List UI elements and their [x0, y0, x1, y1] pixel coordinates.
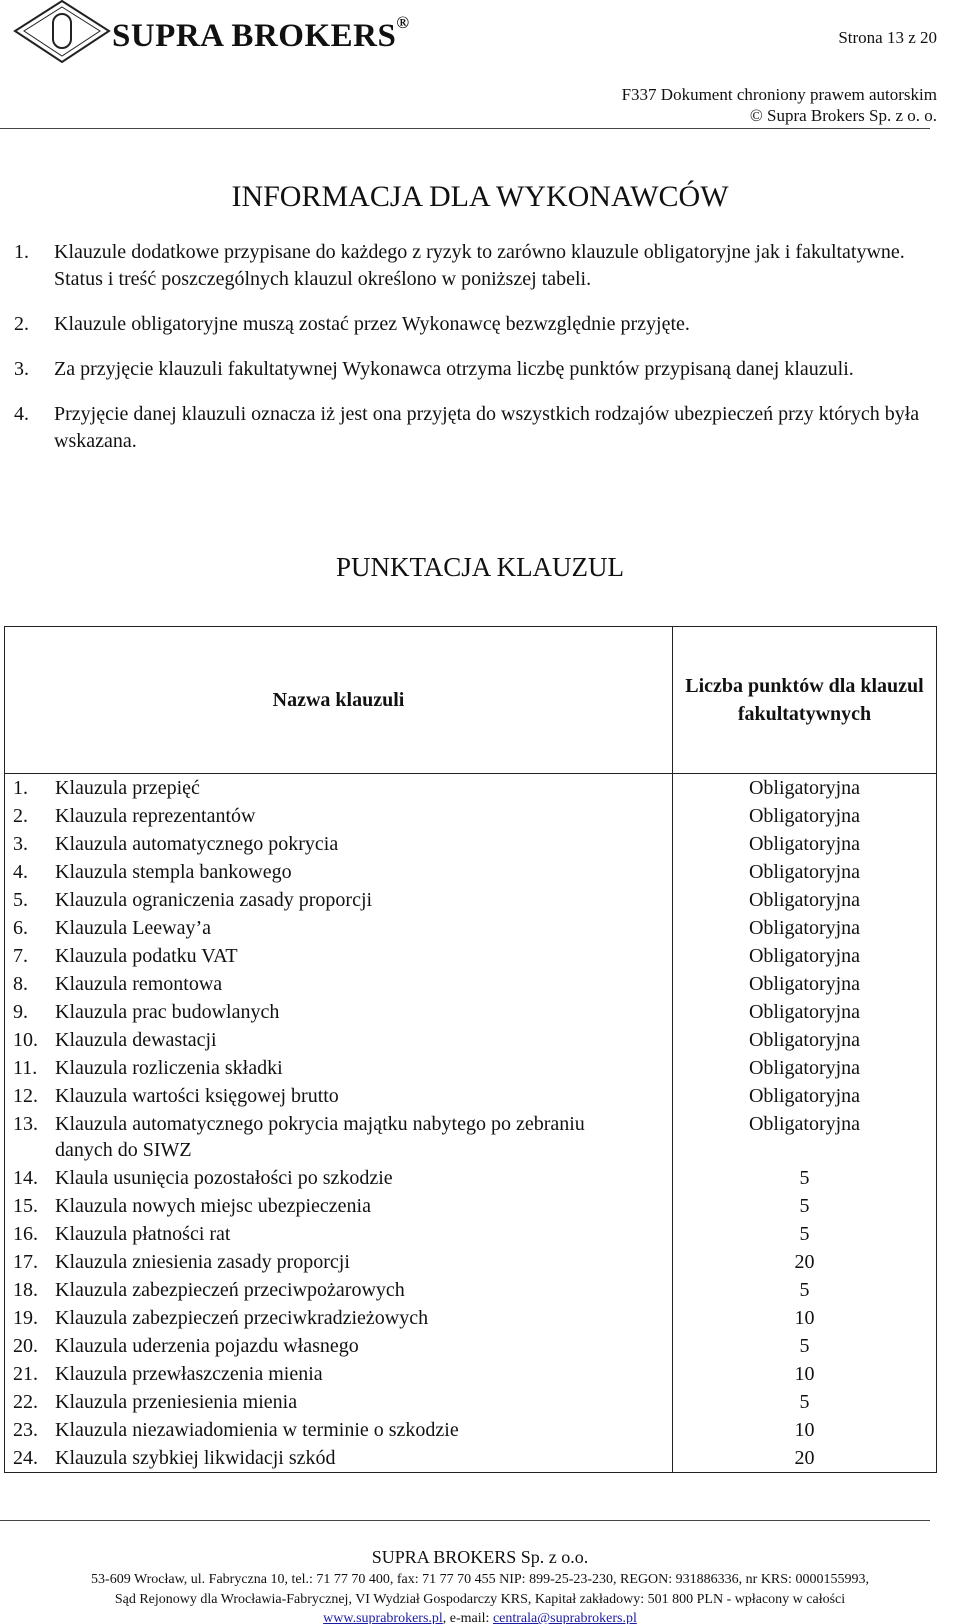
- clause-name: Klauzula prac budowlanych: [55, 1001, 280, 1023]
- clause-name-cell: [5, 802, 673, 830]
- table-row: [5, 914, 937, 942]
- clauses-table-body: [5, 774, 937, 1473]
- clause-name: Klauzula zabezpieczeń przeciwkradzieżowych: [55, 1307, 429, 1329]
- table-row: [5, 802, 937, 830]
- clause-points-cell: 5: [673, 1276, 937, 1304]
- clause-name-cell: [5, 774, 673, 803]
- clause-name: Klauzula przeniesienia mienia: [55, 1391, 298, 1413]
- clause-name: Klauzula zabezpieczeń przeciwpożarowych: [55, 1279, 405, 1301]
- clause-name-cell: [5, 1276, 673, 1304]
- table-row: [5, 830, 937, 858]
- info-list: [14, 239, 934, 473]
- clause-name: Klauzula ograniczenia zasady proporcji: [55, 889, 373, 911]
- table-header-row: [5, 627, 937, 774]
- table-row: [5, 1082, 937, 1110]
- info-item-number: 1.: [14, 241, 29, 263]
- clause-points-cell: 5: [673, 1164, 937, 1192]
- clause-number: 17.: [13, 1251, 38, 1273]
- clause-name-cell: [5, 914, 673, 942]
- clause-name: Klauzula Leeway’a: [55, 917, 212, 939]
- clause-name-cell: [5, 1304, 673, 1332]
- info-item-number: 4.: [14, 403, 29, 425]
- clause-name: Klaula usunięcia pozostałości po szkodzie: [55, 1167, 393, 1189]
- footer-company-name: SUPRA BROKERS Sp. z o.o.: [371, 1547, 589, 1567]
- table-row: [5, 886, 937, 914]
- footer-address: 53-609 Wrocław, ul. Fabryczna 10, tel.: 71 77 70 400, fax: 71 77 70 455 NIP: 899-25-23-230, REGON: 931886336, nr KRS: 0000155993,: [91, 1572, 869, 1587]
- info-item: [14, 401, 934, 455]
- header-divider: [0, 128, 930, 129]
- info-item-text: Klauzule obligatoryjne muszą zostać przez Wykonawcę bezwzględnie przyjęte.: [54, 313, 690, 335]
- clause-name-cell: [5, 830, 673, 858]
- email-prefix: , e-mail:: [442, 1611, 493, 1624]
- copyright-line: © Supra Brokers Sp. z o. o.: [749, 106, 937, 125]
- footer-contact: [0, 1611, 960, 1624]
- clause-number: 24.: [13, 1447, 38, 1469]
- clause-name-cell: [5, 1192, 673, 1220]
- clause-name: Klauzula niezawiadomienia w terminie o szkodzie: [55, 1419, 459, 1441]
- clause-name-cell: [5, 1416, 673, 1444]
- clause-number: 14.: [13, 1167, 38, 1189]
- clauses-table: [4, 626, 937, 1473]
- clause-name: Klauzula przewłaszczenia mienia: [55, 1363, 323, 1385]
- clause-points-cell: 10: [673, 1304, 937, 1332]
- email-link[interactable]: centrala@suprabrokers.pl: [492, 1611, 637, 1624]
- info-item-text: Za przyjęcie klauzuli fakultatywnej Wykonawca otrzyma liczbę punktów przypisaną danej klauzuli.: [54, 358, 854, 380]
- clause-name-cell: [5, 1388, 673, 1416]
- clause-number: 12.: [13, 1085, 38, 1107]
- table-row: [5, 1164, 937, 1192]
- clause-points-cell: Obligatoryjna: [673, 970, 937, 998]
- clause-points-cell: Obligatoryjna: [673, 1110, 937, 1164]
- column-header-points: Liczba punktów dla klauzul fakultatywnych: [673, 627, 937, 774]
- clause-name: Klauzula podatku VAT: [55, 945, 238, 967]
- clause-number: 16.: [13, 1223, 38, 1245]
- website-link[interactable]: www.suprabrokers.pl: [323, 1611, 443, 1624]
- table-row: [5, 1248, 937, 1276]
- table-row: [5, 998, 937, 1026]
- table-row: [5, 1360, 937, 1388]
- clause-points-cell: Obligatoryjna: [673, 858, 937, 886]
- clause-points-cell: Obligatoryjna: [673, 942, 937, 970]
- clause-name: Klauzula stempla bankowego: [55, 861, 292, 883]
- table-row: [5, 942, 937, 970]
- clause-number: 23.: [13, 1419, 38, 1441]
- table-row: [5, 1416, 937, 1444]
- table-row: [5, 1388, 937, 1416]
- clause-number: 20.: [13, 1335, 38, 1357]
- clause-number: 5.: [13, 889, 28, 911]
- clause-number: 4.: [13, 861, 28, 883]
- clause-points-cell: 20: [673, 1444, 937, 1473]
- clause-name-cell: [5, 886, 673, 914]
- clause-number: 6.: [13, 917, 28, 939]
- clause-name-cell: [5, 1332, 673, 1360]
- clause-name-cell: [5, 1248, 673, 1276]
- document-protection-notice: [622, 84, 937, 126]
- brand-name: SUPRA BROKERS®: [112, 13, 410, 54]
- clause-name-cell: [5, 1164, 673, 1192]
- registered-mark: ®: [396, 13, 410, 32]
- table-row: [5, 1110, 937, 1164]
- clause-points-cell: Obligatoryjna: [673, 998, 937, 1026]
- table-row: [5, 1054, 937, 1082]
- clause-number: 11.: [13, 1057, 38, 1079]
- table-row: [5, 1332, 937, 1360]
- info-item: [14, 239, 934, 293]
- clause-points-cell: Obligatoryjna: [673, 914, 937, 942]
- clause-name: Klauzula automatycznego pokrycia: [55, 833, 339, 855]
- clause-name: Klauzula wartości księgowej brutto: [55, 1085, 339, 1107]
- table-row: [5, 1026, 937, 1054]
- info-title: INFORMACJA DLA WYKONAWCÓW: [231, 180, 729, 213]
- clause-name: Klauzula remontowa: [55, 973, 223, 995]
- clause-number: 7.: [13, 945, 28, 967]
- clause-number: 10.: [13, 1029, 38, 1051]
- document-protection-line: F337 Dokument chroniony prawem autorskim: [621, 85, 937, 104]
- clause-number: 22.: [13, 1391, 38, 1413]
- supra-brokers-logo-icon: [13, 0, 111, 63]
- info-item-number: 2.: [14, 313, 29, 335]
- clause-name-cell: [5, 970, 673, 998]
- table-row: [5, 858, 937, 886]
- clause-name-cell: [5, 1360, 673, 1388]
- table-row: [5, 1192, 937, 1220]
- table-row: [5, 774, 937, 803]
- info-item: [14, 356, 934, 383]
- clause-points-cell: Obligatoryjna: [673, 830, 937, 858]
- clause-number: 18.: [13, 1279, 38, 1301]
- clause-points-cell: Obligatoryjna: [673, 802, 937, 830]
- clause-name: Klauzula szybkiej likwidacji szkód: [55, 1447, 336, 1469]
- clause-points-cell: 5: [673, 1388, 937, 1416]
- clause-points-cell: Obligatoryjna: [673, 1054, 937, 1082]
- clause-number: 21.: [13, 1363, 38, 1385]
- table-row: [5, 1444, 937, 1473]
- clause-name-cell: [5, 1444, 673, 1473]
- clause-number: 13.: [13, 1113, 38, 1135]
- clause-name: Klauzula dewastacji: [55, 1029, 217, 1051]
- clause-name-cell: [5, 1082, 673, 1110]
- clause-name: Klauzula płatności rat: [55, 1223, 231, 1245]
- clause-name-cell: [5, 1026, 673, 1054]
- clause-points-cell: Obligatoryjna: [673, 1082, 937, 1110]
- clause-name-cell: [5, 1054, 673, 1082]
- page-number: Strona 13 z 20: [838, 28, 937, 47]
- clause-points-cell: 5: [673, 1220, 937, 1248]
- clause-number: 15.: [13, 1195, 38, 1217]
- info-item-number: 3.: [14, 358, 29, 380]
- clause-name-cell: [5, 942, 673, 970]
- clause-name-cell: [5, 1220, 673, 1248]
- clause-number: 3.: [13, 833, 28, 855]
- clause-name-cell: [5, 998, 673, 1026]
- scoring-title: PUNKTACJA KLAUZUL: [335, 552, 625, 582]
- clause-number: 8.: [13, 973, 28, 995]
- clause-points-cell: 20: [673, 1248, 937, 1276]
- info-item-text: Klauzule dodatkowe przypisane do każdego z ryzyk to zarówno klauzule obligatoryjne jak i fakultatywne. Status i treść poszczególnych klauzul określono w poniższej tabeli.: [54, 241, 905, 290]
- column-header-clause-name: Nazwa klauzuli: [5, 627, 673, 774]
- footer-court-info: Sąd Rejonowy dla Wrocławia-Fabrycznej, VI Wydział Gospodarczy KRS, Kapitał zakładowy: 501 800 PLN - wpłacony w całości: [114, 1592, 846, 1607]
- clause-name: Klauzula rozliczenia składki: [55, 1057, 283, 1079]
- clause-points-cell: 10: [673, 1416, 937, 1444]
- table-row: [5, 1276, 937, 1304]
- table-row: [5, 1304, 937, 1332]
- clause-number: 2.: [13, 805, 28, 827]
- clause-number: 1.: [13, 777, 28, 799]
- clause-name: Klauzula uderzenia pojazdu własnego: [55, 1335, 359, 1357]
- clause-name: Klauzula reprezentantów: [55, 805, 256, 827]
- table-row: [5, 970, 937, 998]
- clause-name: Klauzula nowych miejsc ubezpieczenia: [55, 1195, 371, 1217]
- clause-points-cell: Obligatoryjna: [673, 1026, 937, 1054]
- clause-name: Klauzula przepięć: [55, 777, 200, 799]
- footer-divider: [0, 1520, 930, 1521]
- clause-number: 19.: [13, 1307, 38, 1329]
- clause-points-cell: 10: [673, 1360, 937, 1388]
- table-row: [5, 1220, 937, 1248]
- clause-points-cell: 5: [673, 1192, 937, 1220]
- clause-name: Klauzula zniesienia zasady proporcji: [55, 1251, 350, 1273]
- clause-points-cell: 5: [673, 1332, 937, 1360]
- info-item-text: Przyjęcie danej klauzuli oznacza iż jest ona przyjęta do wszystkich rodzajów ubezpieczeń przy których była wskazana.: [54, 403, 920, 452]
- info-item: [14, 311, 934, 338]
- clause-points-cell: Obligatoryjna: [673, 774, 937, 803]
- clause-number: 9.: [13, 1001, 28, 1023]
- clause-points-cell: Obligatoryjna: [673, 886, 937, 914]
- clause-name-cell: [5, 1110, 673, 1164]
- clause-name-cell: [5, 858, 673, 886]
- clause-name: Klauzula automatycznego pokrycia majątku nabytego po zebraniu danych do SIWZ: [55, 1113, 585, 1161]
